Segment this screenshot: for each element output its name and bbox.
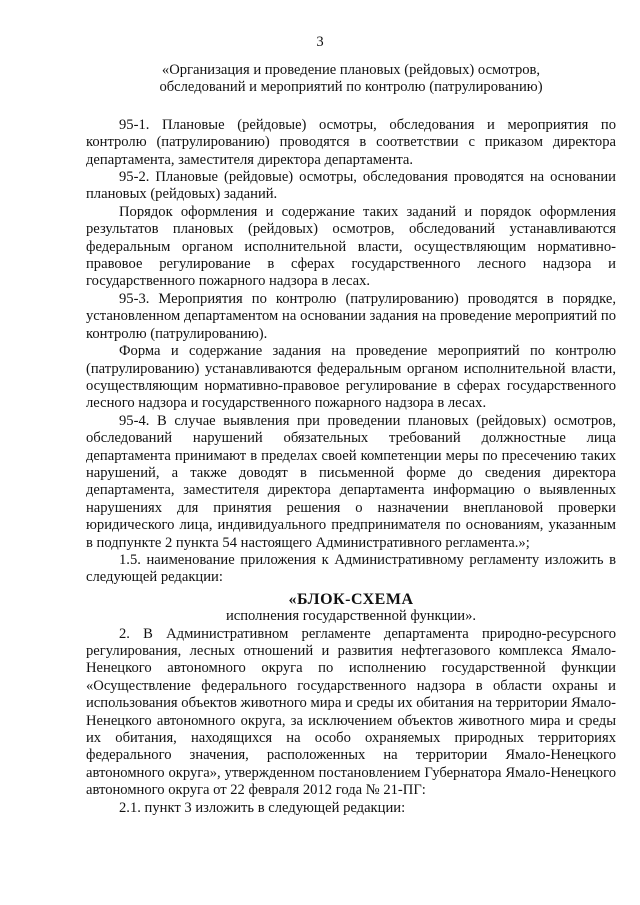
paragraph-assignment-order: Порядок оформления и содержание таких заданий и порядок оформления результатов плановых (рейдовых) осмотров, обследований устанавливаются федеральным органом исполнительной власти, осуществляющим нормативно-правовое регулирование в сферах государственного лесного надзора и государственного пожарного надзора в лесах. xyxy=(86,203,616,290)
page-number: 3 xyxy=(316,34,324,50)
section-heading-line-1: «Организация и проведение плановых (рейдовых) осмотров, xyxy=(161,62,541,78)
paragraph-2-1: 2.1. пункт 3 изложить в следующей редакции: xyxy=(119,799,406,816)
section-heading-line-2: обследований и мероприятий по контролю (патрулированию) xyxy=(159,79,543,96)
paragraph-2: 2. В Административном регламенте департамента природно-ресурсного регулирования, лесных отношений и развития нефтегазового комплекса Ямало-Ненецкого автономного округа по исполнению государственной функции «Осуществление федерального государственного надзора в области охраны и использования объектов животного мира и среды их обитания на территории Ямало-Ненецкого автономного округа, за исключением объектов животного мира и среды их обитания, находящихся на особо охраняемых природных территориях федерального значения, расположенных на территории Ямало-Ненецкого автономного округа», утвержденном постановлением Губернатора Ямало-Ненецкого автономного округа от 22 февраля 2012 года № 21-ПГ: xyxy=(86,625,616,799)
block-scheme-subtitle: исполнения государственной функции». xyxy=(225,608,477,625)
section-heading xyxy=(86,62,616,97)
paragraph-95-4: 95-4. В случае выявления при проведении плановых (рейдовых) осмотров, обследований нарушений обязательных требований должностные лица департамента принимают в пределах своей компетенции меры по пресечению таких нарушений, а также доводят в письменной форме до сведения директора департамента, заместителя директора департамента информацию о выявленных нарушениях для принятия решения о назначении внеплановой проверки юридического лица, индивидуального предпринимателя по основаниям, указанным в подпункте 2 пункта 54 настоящего Административного регламента.»; xyxy=(86,412,616,551)
paragraph-95-1: 95-1. Плановые (рейдовые) осмотры, обследования и мероприятия по контролю (патрулированию) проводятся в соответствии с приказом директора департамента, заместителя директора департамента. xyxy=(86,116,616,168)
paragraph-1-5: 1.5. наименование приложения к Административному регламенту изложить в следующей редакции: xyxy=(86,551,616,586)
document-body xyxy=(86,62,616,817)
paragraph-assignment-form: Форма и содержание задания на проведение мероприятий по контролю (патрулированию) устанавливаются федеральным органом исполнительной власти, осуществляющим нормативно-правовое регулирование в сферах государственного лесного надзора и государственного пожарного надзора в лесах. xyxy=(86,343,616,412)
paragraph-95-2: 95-2. Плановые (рейдовые) осмотры, обследования проводятся на основании плановых (рейдовых) заданий. xyxy=(86,169,616,203)
paragraph-95-3: 95-3. Мероприятия по контролю (патрулированию) проводятся в порядке, установленном департаментом на основании задания на проведение мероприятий по контролю (патрулированию). xyxy=(86,290,616,342)
block-scheme-title: «БЛОК-СХЕМА xyxy=(288,590,414,608)
